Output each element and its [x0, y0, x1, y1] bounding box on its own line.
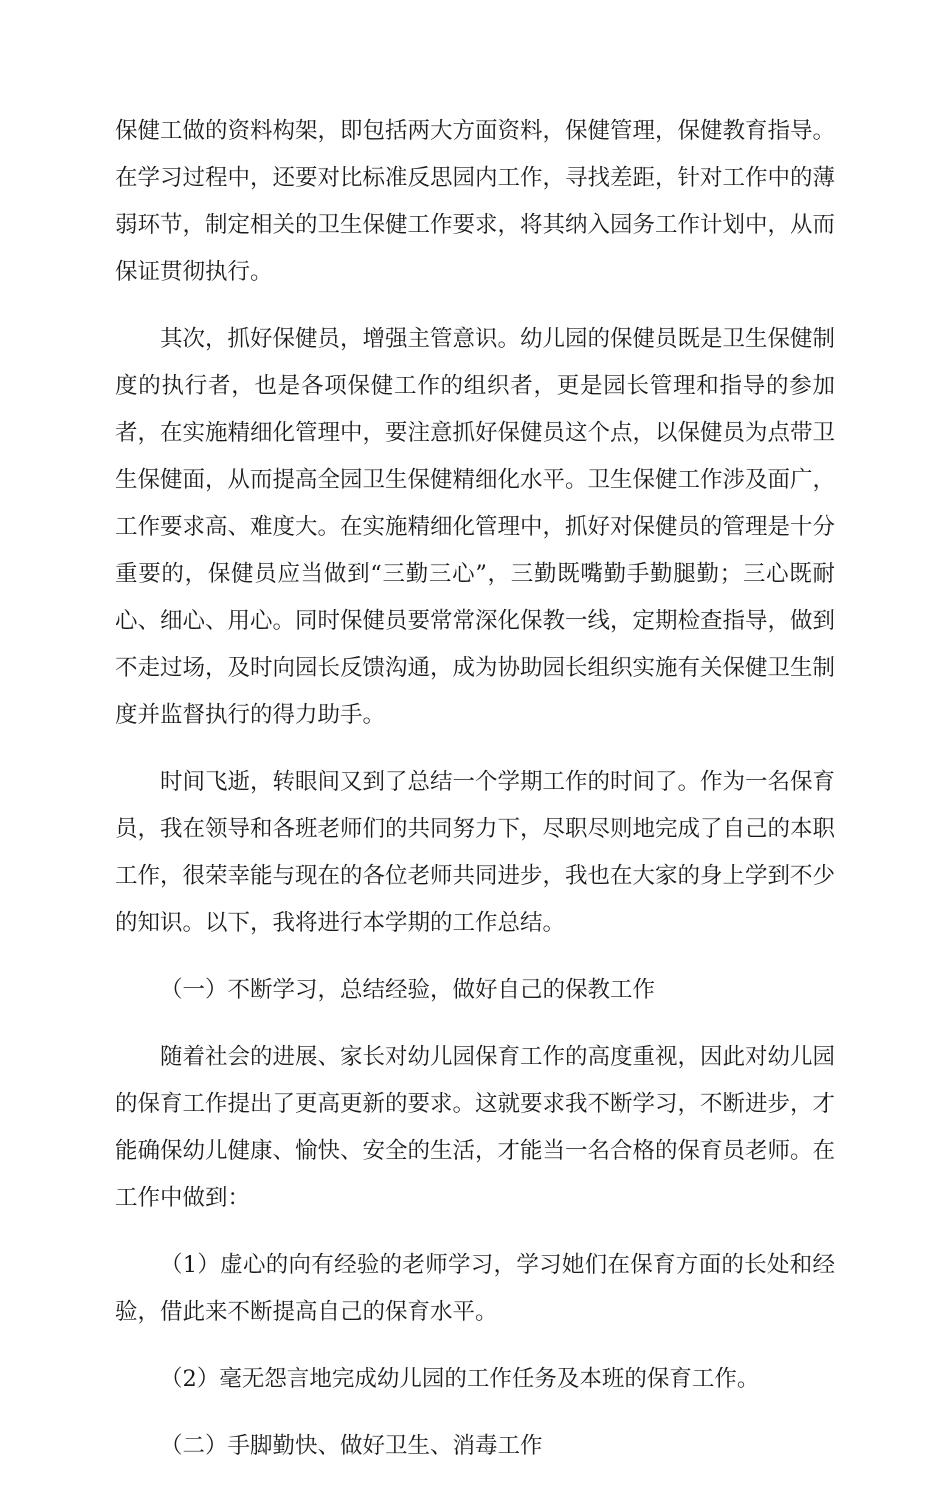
paragraph-1: 保健工做的资料构架，即包括两大方面资料，保健管理，保健教育指导。在学习过程中，还要对比标准反思园内工作，寻找差距，针对工作中的薄弱环节，制定相关的卫生保健工作要求，将其纳入园务工作计划中，从而保证贯彻执行。 [115, 118, 836, 285]
section-heading-1: （一）不断学习，总结经验，做好自己的保教工作 [160, 977, 656, 1003]
paragraph-2: 其次，抓好保健员，增强主管意识。幼儿园的保健员既是卫生保健制度的执行者，也是各项保健工作的组织者，更是园长管理和指导的参加者，在实施精细化管理中，要注意抓好保健员这个点，以保健员为点带卫生保健面，从而提高全园卫生保健精细化水平。卫生保健工作涉及面广，工作要求高、难度大。在实施精细化管理中，抓好对保健员的管理是十分重要的，保健员应当做到“三勤三心”，三勤既嘴勤手勤腿勤；三心既耐心、细心、用心。同时保健员要常常深化保教一线，定期检查指导，做到不走过场，及时向园长反馈沟通，成为协助园长组织实施有关保健卫生制度并监督执行的得力助手。 [115, 326, 836, 728]
list-item-2: （2）毫无怨言地完成幼儿园的工作任务及本班的保育工作。 [160, 1366, 760, 1392]
paragraph-4: 随着社会的进展、家长对幼儿园保育工作的高度重视，因此对幼儿园的保育工作提出了更高更新的要求。这就要求我不断学习，不断进步，才能确保幼儿健康、愉快、安全的生活，才能当一名合格的保育员老师。在工作中做到： [115, 1044, 836, 1211]
list-item-1: （1）虚心的向有经验的老师学习，学习她们在保育方面的长处和经验，借此来不断提高自己的保育水平。 [115, 1252, 835, 1325]
paragraph-3: 时间飞逝，转眼间又到了总结一个学期工作的时间了。作为一名保育员，我在领导和各班老师们的共同努力下，尽职尽则地完成了自己的本职工作，很荣幸能与现在的各位老师共同进步，我也在大家的身上学到不少的知识。以下，我将进行本学期的工作总结。 [115, 769, 836, 936]
document-body [115, 108, 835, 1490]
section-heading-2: （二）手脚勤快、做好卫生、消毒工作 [160, 1433, 543, 1459]
